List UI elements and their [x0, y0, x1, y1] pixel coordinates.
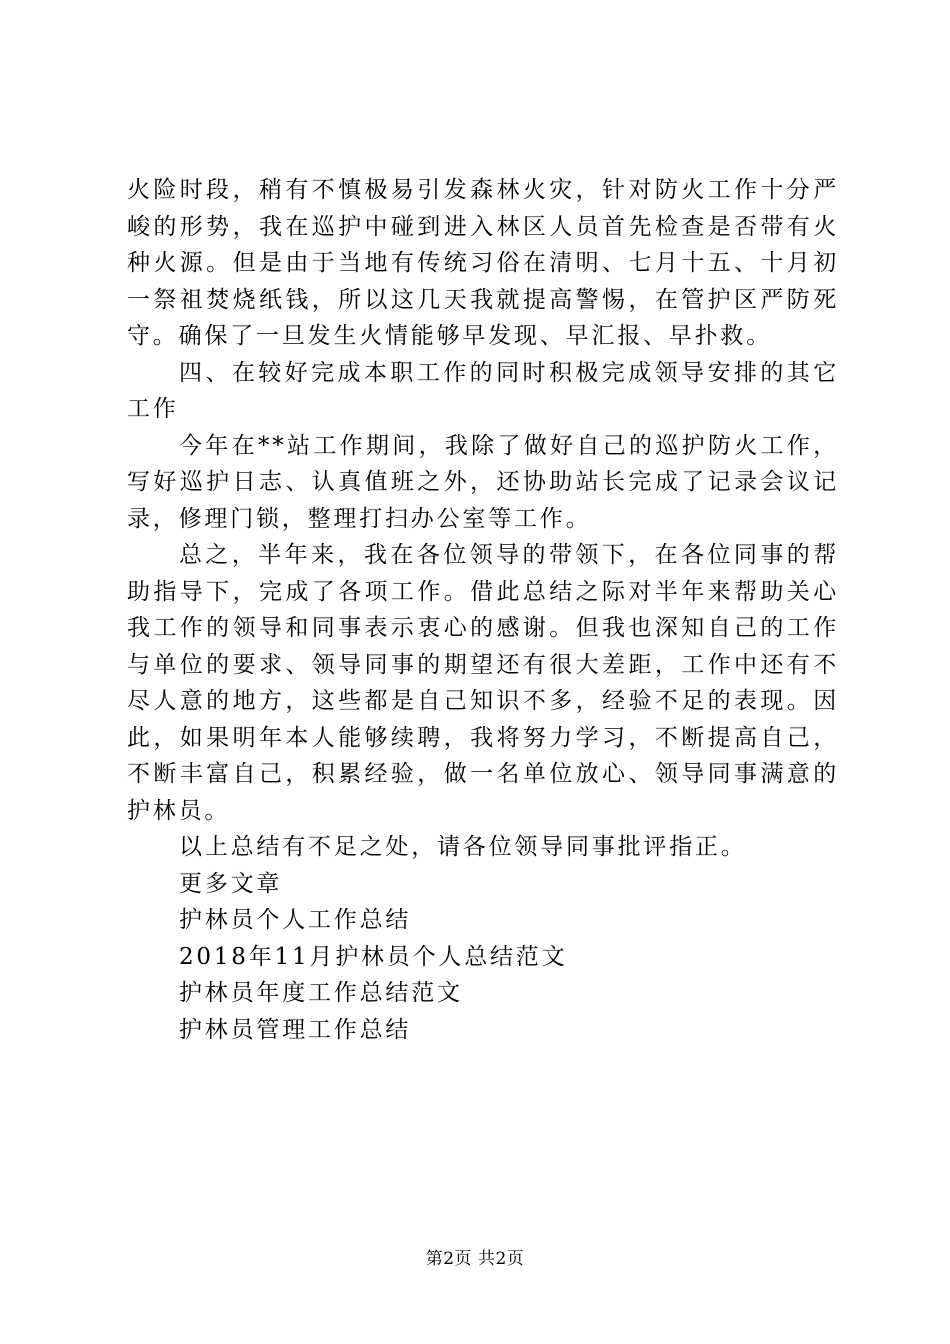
page-number-footer: 第2页 共2页: [425, 1249, 525, 1269]
document-body: [127, 172, 839, 1048]
section-heading-four: 四、在较好完成本职工作的同时积极完成领导安排的其它工作: [127, 359, 839, 422]
paragraph-fire-prevention: 火险时段，稍有不慎极易引发森林火灾，针对防火工作十分严峻的形势，我在巡护中碰到进入林区人员首先检查是否带有火种火源。但是由于当地有传统习俗在清明、七月十五、十月初一祭祖焚烧纸钱，所以这几天我就提高警惕，在管护区严防死守。确保了一旦发生火情能够早发现、早汇报、早扑救。: [127, 177, 839, 349]
article-link-4[interactable]: 护林员管理工作总结: [179, 1016, 412, 1043]
more-articles-heading: 更多文章: [179, 870, 283, 897]
article-link-1[interactable]: 护林员个人工作总结: [179, 907, 412, 933]
paragraph-station-work: 今年在**站工作期间，我除了做好自己的巡护防火工作，写好巡护日志、认真值班之外，还协助站长完成了记录会议记录，修理门锁，整理打扫办公室等工作。: [127, 432, 839, 532]
article-link-3[interactable]: 护林员年度工作总结范文: [179, 980, 463, 1006]
paragraph-closing: 以上总结有不足之处，请各位领导同事批评指正。: [179, 834, 747, 860]
paragraph-summary: 总之，半年来，我在各位领导的带领下，在各位同事的帮助指导下，完成了各项工作。借此总结之际对半年来帮助关心我工作的领导和同事表示衷心的感谢。但我也深知自己的工作与单位的要求、领导同事的期望还有很大差距，工作中还有不尽人意的地方，这些都是自己知识不多，经验不足的表现。因此，如果明年本人能够续聘，我将努力学习，不断提高自己，不断丰富自己，积累经验，做一名单位放心、领导同事满意的护林员。: [127, 542, 839, 824]
article-link-2[interactable]: 2018年11月护林员个人总结范文: [179, 943, 568, 970]
